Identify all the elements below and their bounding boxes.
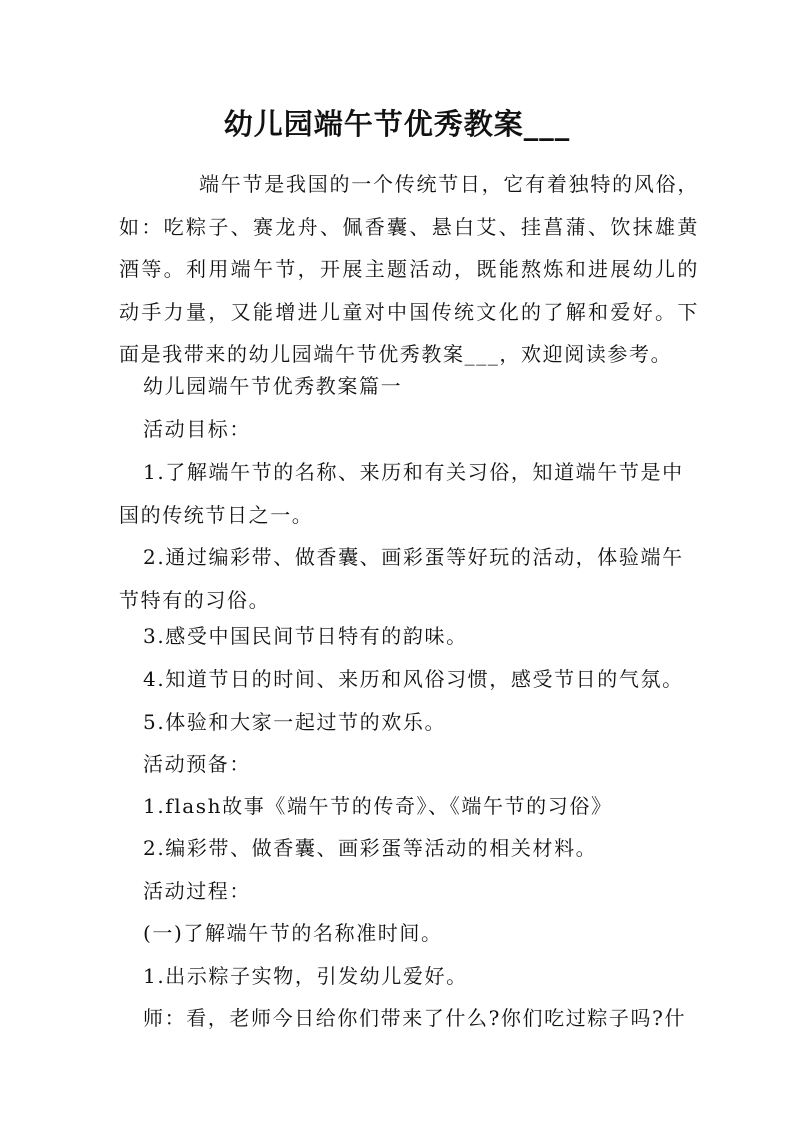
goal-item-5: 5.体验和大家一起过节的欢乐。 <box>143 710 447 734</box>
goal-item-4: 4.知道节日的时间、来历和风俗习惯，感受节日的气氛。 <box>143 667 684 691</box>
goal-item-1: 1.了解端午节的名称、来历和有关习俗，知道端午节是中国的传统节日之一。 <box>119 460 684 527</box>
prep-item-2: 2.编彩带、做香囊、画彩蛋等活动的相关材料。 <box>143 836 598 860</box>
document-title: 幼儿园端午节优秀教案___ <box>223 107 571 141</box>
goal-item-2: 2.通过编彩带、做香囊、画彩蛋等好玩的活动，体验端午节特有的习俗。 <box>119 545 684 612</box>
process-heading: 活动过程： <box>143 879 251 903</box>
section-heading: 幼儿园端午节优秀教案篇一 <box>143 374 403 398</box>
goal-item-3: 3.感受中国民间节日特有的韵味。 <box>143 624 468 648</box>
process-step-2: 1.出示粽子实物，引发幼儿爱好。 <box>143 964 468 988</box>
prep-item-1: 1.flash故事《端午节的传奇》、《端午节的习俗》 <box>143 794 613 818</box>
intro-paragraph: 端午节是我国的一个传统节日，它有着独特的风俗，如：吃粽子、赛龙舟、佩香囊、悬白艾、挂菖蒲、饮抹雄黄酒等。利用端午节，开展主题活动，既能熬炼和进展幼儿的动手力量，又能增进儿童对中国传统文化的了解和爱好。下面是我带来的幼儿园端午节优秀教案___，欢迎阅读参考。 <box>119 172 699 366</box>
prep-heading: 活动预备： <box>143 752 251 776</box>
process-step-3: 师：看，老师今日给你们带来了什么?你们吃过粽子吗?什 <box>143 1006 687 1030</box>
goals-heading: 活动目标： <box>143 417 251 441</box>
process-step-1: (一)了解端午节的名称准时间。 <box>143 921 443 945</box>
